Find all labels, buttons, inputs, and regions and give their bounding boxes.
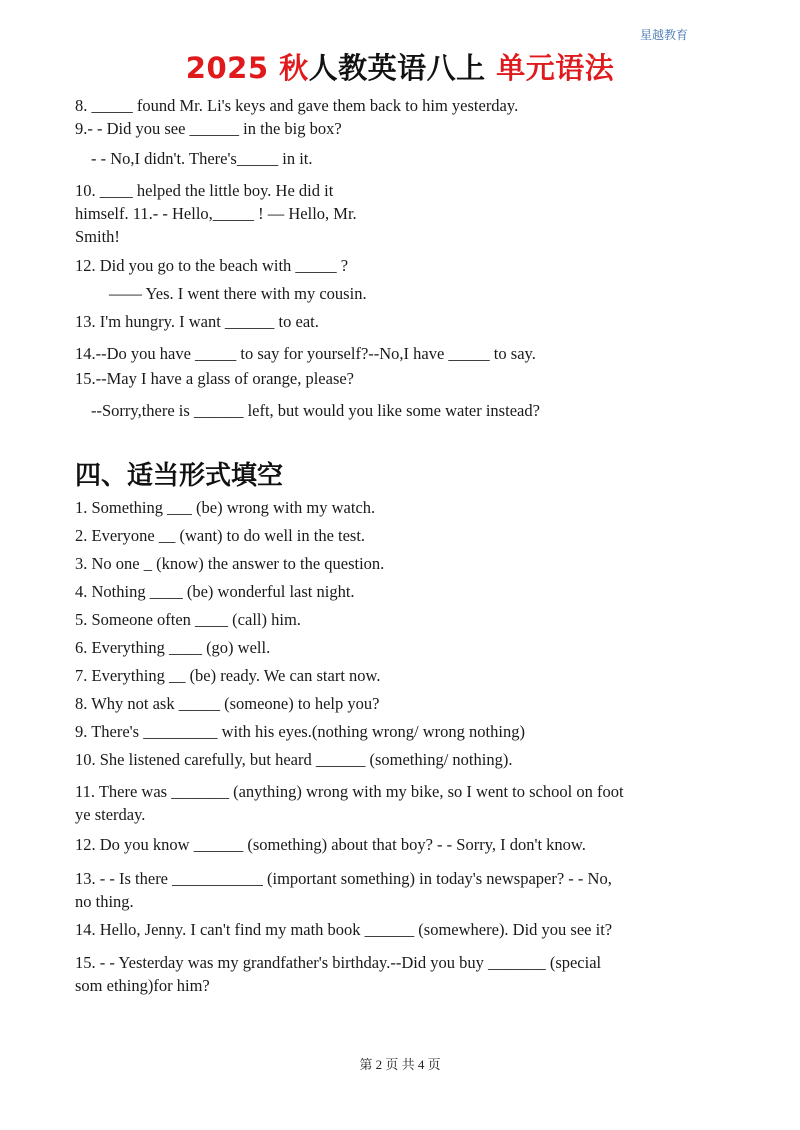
exercise-line: 15. - - Yesterday was my grandfather's birthday.--Did you buy _______ (special <box>75 953 602 972</box>
exercise-line: som ething)for him? <box>75 976 210 995</box>
exercise-line: 5. Someone often ____ (call) him. <box>75 610 301 629</box>
brand-label: 星越教育 <box>639 28 688 42</box>
exercise-line: 15.--May I have a glass of orange, please? <box>75 369 355 388</box>
exercise-line: no thing. <box>75 892 134 911</box>
exercise-line: himself. 11.- - Hello,_____ ! — Hello, Mr. <box>75 204 357 223</box>
exercise-line: 12. Do you know ______ (something) about that boy? - - Sorry, I don't know. <box>75 835 586 854</box>
exercise-line: 8. _____ found Mr. Li's keys and gave them back to him yesterday. <box>75 96 519 115</box>
exercise-line: —— Yes. I went there with my cousin. <box>109 284 367 303</box>
exercise-line: --Sorry,there is ______ left, but would you like some water instead? <box>91 401 540 420</box>
exercise-line: 13. - - Is there ___________ (important something) in today's newspaper? - - No, <box>75 869 612 888</box>
exercise-line: 1. Something ___ (be) wrong with my watch. <box>75 498 376 517</box>
exercise-line: 8. Why not ask _____ (someone) to help you? <box>75 694 380 713</box>
exercise-line: 2. Everyone __ (want) to do well in the test. <box>75 526 366 545</box>
exercise-line: 6. Everything ____ (go) well. <box>75 638 271 657</box>
exercise-line: 3. No one _ (know) the answer to the question. <box>75 554 385 573</box>
exercise-line: 14. Hello, Jenny. I can't find my math book ______ (somewhere). Did you see it? <box>75 920 613 939</box>
exercise-line: 13. I'm hungry. I want ______ to eat. <box>75 312 319 331</box>
exercise-line: Smith! <box>75 227 120 246</box>
page-number: 第 2 页 共 4 页 <box>359 1057 441 1072</box>
exercise-line: 9. There's _________ with his eyes.(nothing wrong/ wrong nothing) <box>75 722 525 741</box>
page-title <box>0 46 800 87</box>
exercise-line: 7. Everything __ (be) ready. We can start now. <box>75 666 381 685</box>
exercise-line: 12. Did you go to the beach with _____ ? <box>75 256 349 275</box>
title-part-1: 2025 秋 <box>185 51 309 85</box>
section-heading: 四、适当形式填空 <box>75 461 284 491</box>
exercise-line: 10. She listened carefully, but heard ______ (something/ nothing). <box>75 750 513 769</box>
exercise-line: ye sterday. <box>75 805 146 824</box>
title-part-2: 人教英语八上 <box>308 51 497 85</box>
exercise-line: 14.--Do you have _____ to say for yourself?--No,I have _____ to say. <box>75 344 536 363</box>
title-part-3: 单元语法 <box>496 51 615 85</box>
exercise-line: 4. Nothing ____ (be) wonderful last night. <box>75 582 355 601</box>
exercise-line: 11. There was _______ (anything) wrong with my bike, so I went to school on foot <box>75 782 624 801</box>
exercise-line: 9.- - Did you see ______ in the big box? <box>75 119 342 138</box>
exercise-line: 10. ____ helped the little boy. He did it <box>75 181 334 200</box>
exercise-line: - - No,I didn't. There's_____ in it. <box>91 149 313 168</box>
